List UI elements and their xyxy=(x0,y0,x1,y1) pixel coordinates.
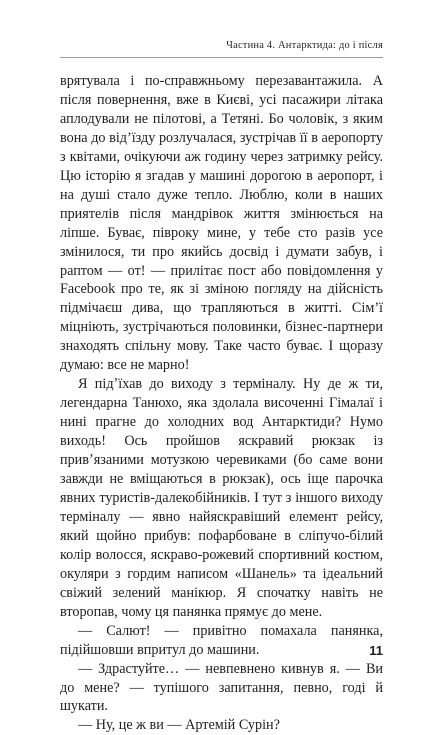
dialogue-line: — Ну, це ж ви — Артемій Сурін? xyxy=(78,717,280,734)
page-body xyxy=(60,72,383,735)
page-number: 11 xyxy=(369,643,383,658)
paragraph-continuation: врятувала і по-справжньому перезавантажила. А після повернення, вже в Києві, усі пасажири літака аплодували не пілотові, а Тетяні. Бо чоловік, з яким вона до від’їзду розлучалася, зустрічав її в аеропорту з квітами, очікуючи аж годину через затримку рейсу. Цю історію я згадав у машині дорогою в аеропорт, і на душі стало дуже тепло. Люблю, коли в наших приятелів після мандрівок життя змінюється на ліпше. Буває, півроку мине, у тебе сто разів усе змінилося, ти про якийсь досвід і думати забув, і раптом — от! — прилітає пост або повідомлення у Facebook про те, як зі зміною погляду на дійсність підмічаєш дива, що трапляються в житті. Сім’ї міцніють, зустрічаються половинки, бізнес-партнери знаходять спільну мову. Таке часто буває. І щоразу думаю: все не марно! xyxy=(60,73,383,374)
running-header: Частина 4. Антарктида: до і після xyxy=(226,40,383,51)
paragraph-terminal-exit: Я підʼїхав до виходу з терміналу. Ну де ж ти, легендарна Танюхо, яка здолала височенні Гімалаї і нині прагне до холодних вод Антарктиди? Нумо виходь! Ось пройшов яскравий рюкзак із привʼязаними мотузкою черевиками (бо саме вони завжди не вміщаються в рюкзак), ось іще парочка явних туристів-далекобійників. І тут з іншого виходу терміналу — явно найяскравіший елемент рейсу, який щойно прибув: пофарбоване в сліпучо-білий колір волосся, яскраво-рожевий спортивний костюм, окуляри з гордим написом «Шанель» та ідеальний свіжий зелений манікюр. Я спочатку навіть не второпав, чому ця панянка прямує до мене. xyxy=(60,376,383,620)
dialogue-line: — Салют! — привітно помахала панянка, підійшовши впритул до машини. xyxy=(60,622,383,658)
header-divider xyxy=(60,57,383,58)
dialogue-line: — Здрастуйте… — невпевнено кивнув я. — Ви до мене? — тупішого запитання, певно, годі й шукати. xyxy=(60,660,383,715)
